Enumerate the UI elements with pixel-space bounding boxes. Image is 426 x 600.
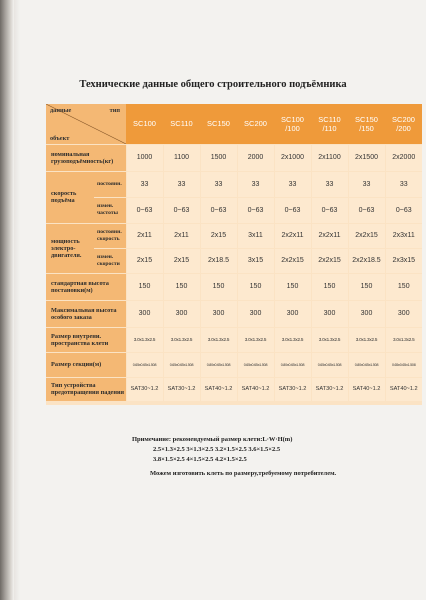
table-cell: 3.0x1.3x2.5 bbox=[200, 327, 237, 352]
corner-cell bbox=[46, 104, 126, 144]
row-label: Тип устройства предотвращения падения bbox=[46, 377, 126, 401]
table-cell: 2x2x15 bbox=[274, 248, 311, 273]
table-cell: 33 bbox=[163, 171, 200, 197]
safety-row bbox=[46, 377, 422, 401]
table-cell: 0~63 bbox=[163, 197, 200, 223]
table-cell: 3x11 bbox=[237, 223, 274, 248]
table-cell: 300 bbox=[200, 300, 237, 327]
table-cell: 2x2x11 bbox=[311, 223, 348, 248]
row-sublabel: измен. частоты bbox=[94, 197, 126, 223]
table-cell: 2x1100 bbox=[311, 144, 348, 171]
table-cell: 1000 bbox=[126, 144, 163, 171]
table-cell: 300 bbox=[385, 300, 422, 327]
row-label: мощность электро-двигателя. bbox=[46, 223, 94, 273]
table-cell: 3.0x1.3x2.5 bbox=[163, 327, 200, 352]
row-sublabel: постоянн. bbox=[94, 171, 126, 197]
table-cell: 0~63 bbox=[311, 197, 348, 223]
table-cell: SAT30~1.2 bbox=[126, 377, 163, 401]
model-header: SC110 /110 bbox=[311, 104, 348, 144]
table-cell: SAT40~1.2 bbox=[237, 377, 274, 401]
table-cell: 150 bbox=[163, 273, 200, 300]
table-cell: 150 bbox=[126, 273, 163, 300]
speed-const-row bbox=[46, 171, 422, 197]
table-cell: 2x15 bbox=[126, 248, 163, 273]
corner-type-label: тип bbox=[109, 107, 120, 114]
table-cell: 300 bbox=[126, 300, 163, 327]
table-cell: 0~63 bbox=[274, 197, 311, 223]
table-cell: 2x1000 bbox=[274, 144, 311, 171]
table-cell: 2x1500 bbox=[348, 144, 385, 171]
row-label: Размер секции(м) bbox=[46, 352, 126, 377]
table-cell: 300 bbox=[311, 300, 348, 327]
row-sublabel: постоянн. скорость bbox=[94, 223, 126, 248]
table-cell: 2x2x15 bbox=[348, 223, 385, 248]
model-header: SC200 /200 bbox=[385, 104, 422, 144]
spec-table bbox=[46, 104, 422, 402]
model-header: SC200 bbox=[237, 104, 274, 144]
corner-object-label: объект bbox=[50, 134, 70, 142]
row-label: Максимальная высота особого заказа bbox=[46, 300, 126, 327]
row-label: номинальная грузоподъёмность(кг) bbox=[46, 144, 126, 171]
table-cell: 2x11 bbox=[126, 223, 163, 248]
table-cell: 33 bbox=[385, 171, 422, 197]
table-cell: 150 bbox=[274, 273, 311, 300]
table-cell: 3.0x1.3x2.5 bbox=[311, 327, 348, 352]
note-line: 3.8×1.5×2.5 4×1.5×2.5 4.2×1.5×2.5 bbox=[153, 456, 247, 463]
model-header: SC110 bbox=[163, 104, 200, 144]
section-row bbox=[46, 352, 422, 377]
table-cell: 33 bbox=[126, 171, 163, 197]
model-header: SC150 bbox=[200, 104, 237, 144]
table-cell: 0.65x0.65x1.508 bbox=[237, 352, 274, 377]
page-title: Технические данные общего строительного подъёмника bbox=[79, 79, 347, 90]
table-cell: 0.65x0.65x1.508 bbox=[126, 352, 163, 377]
table-cell: 2000 bbox=[237, 144, 274, 171]
note-line: 2.5×1.3×2.5 3×1.3×2.5 3.2×1.5×2.5 3.6×1.5×2.5 bbox=[153, 446, 281, 453]
table-cell: 2x18.5 bbox=[200, 248, 237, 273]
note-line: Можем изготовить клеть по размеру,требуемому потребителем. bbox=[150, 470, 337, 477]
table-cell: 0.80x0.65x1.508 bbox=[200, 352, 237, 377]
table-cell: 1500 bbox=[200, 144, 237, 171]
table-cell: 2x15 bbox=[200, 223, 237, 248]
table-cell: 33 bbox=[348, 171, 385, 197]
capacity-row bbox=[46, 144, 422, 171]
table-cell: 2x2000 bbox=[385, 144, 422, 171]
note-line: Примечание: рекомендуемый размер клети:L·W·H(m) bbox=[132, 436, 293, 443]
table-cell: 0.65x0.65x1.508 bbox=[311, 352, 348, 377]
table-cell: 0~63 bbox=[348, 197, 385, 223]
table-cell: 2x2x15 bbox=[311, 248, 348, 273]
power-var-row bbox=[46, 248, 422, 273]
table-cell: 0~63 bbox=[126, 197, 163, 223]
table-cell: 1100 bbox=[163, 144, 200, 171]
header-row bbox=[46, 104, 422, 144]
table-cell: 2x11 bbox=[163, 223, 200, 248]
table-cell: 2x15 bbox=[163, 248, 200, 273]
table-cell: 3.0x1.3x2.5 bbox=[274, 327, 311, 352]
spec-table-panel bbox=[46, 104, 422, 405]
table-cell: 150 bbox=[237, 273, 274, 300]
model-header: SC150 /150 bbox=[348, 104, 385, 144]
table-cell: SAT30~1.2 bbox=[274, 377, 311, 401]
table-cell: SAT30~1.2 bbox=[163, 377, 200, 401]
table-cell: 300 bbox=[237, 300, 274, 327]
table-cell: 3.0x1.3x2.5 bbox=[385, 327, 422, 352]
table-cell: 0.65x0.65x1.508 bbox=[385, 352, 422, 377]
scan-page-edge bbox=[0, 0, 14, 600]
table-cell: 2x3x11 bbox=[385, 223, 422, 248]
model-header: SC100 /100 bbox=[274, 104, 311, 144]
table-cell: 0.65x0.65x1.508 bbox=[163, 352, 200, 377]
scan-page-edge-light bbox=[14, 0, 20, 600]
table-cell: 2x3x15 bbox=[385, 248, 422, 273]
row-sublabel: измен. скорости bbox=[94, 248, 126, 273]
table-cell: SAT40~1.2 bbox=[348, 377, 385, 401]
std-height-row bbox=[46, 273, 422, 300]
table-cell: 0~63 bbox=[237, 197, 274, 223]
table-cell: 33 bbox=[200, 171, 237, 197]
table-cell: 0.80x0.65x1.508 bbox=[274, 352, 311, 377]
table-cell: SAT40~1.2 bbox=[385, 377, 422, 401]
table-cell: 150 bbox=[348, 273, 385, 300]
row-label: стандартная высота постановки(м) bbox=[46, 273, 126, 300]
table-cell: 3x15 bbox=[237, 248, 274, 273]
table-cell: 150 bbox=[311, 273, 348, 300]
table-cell: 3.0x1.3x2.5 bbox=[237, 327, 274, 352]
row-label: скорость подъёма bbox=[46, 171, 94, 223]
table-cell: 2x2x18.5 bbox=[348, 248, 385, 273]
table-cell: 3.0x1.3x2.5 bbox=[126, 327, 163, 352]
table-cell: 150 bbox=[385, 273, 422, 300]
cage-row bbox=[46, 327, 422, 352]
table-cell: 150 bbox=[200, 273, 237, 300]
table-cell: 300 bbox=[163, 300, 200, 327]
power-const-row bbox=[46, 223, 422, 248]
row-label: Размер внутрени. пространства клети bbox=[46, 327, 126, 352]
model-header: SC100 bbox=[126, 104, 163, 144]
table-cell: 33 bbox=[311, 171, 348, 197]
table-cell: SAT40~1.2 bbox=[200, 377, 237, 401]
table-cell: 0~63 bbox=[385, 197, 422, 223]
table-cell: 2x2x11 bbox=[274, 223, 311, 248]
table-cell: 300 bbox=[274, 300, 311, 327]
corner-data-label: данные bbox=[50, 107, 72, 114]
table-cell: 0.80x0.65x1.508 bbox=[348, 352, 385, 377]
table-cell: 300 bbox=[348, 300, 385, 327]
table-cell: 33 bbox=[237, 171, 274, 197]
table-cell: 3.0x1.3x2.5 bbox=[348, 327, 385, 352]
table-cell: 0~63 bbox=[200, 197, 237, 223]
table-cell: 33 bbox=[274, 171, 311, 197]
speed-var-row bbox=[46, 197, 422, 223]
table-cell: SAT30~1.2 bbox=[311, 377, 348, 401]
max-height-row bbox=[46, 300, 422, 327]
